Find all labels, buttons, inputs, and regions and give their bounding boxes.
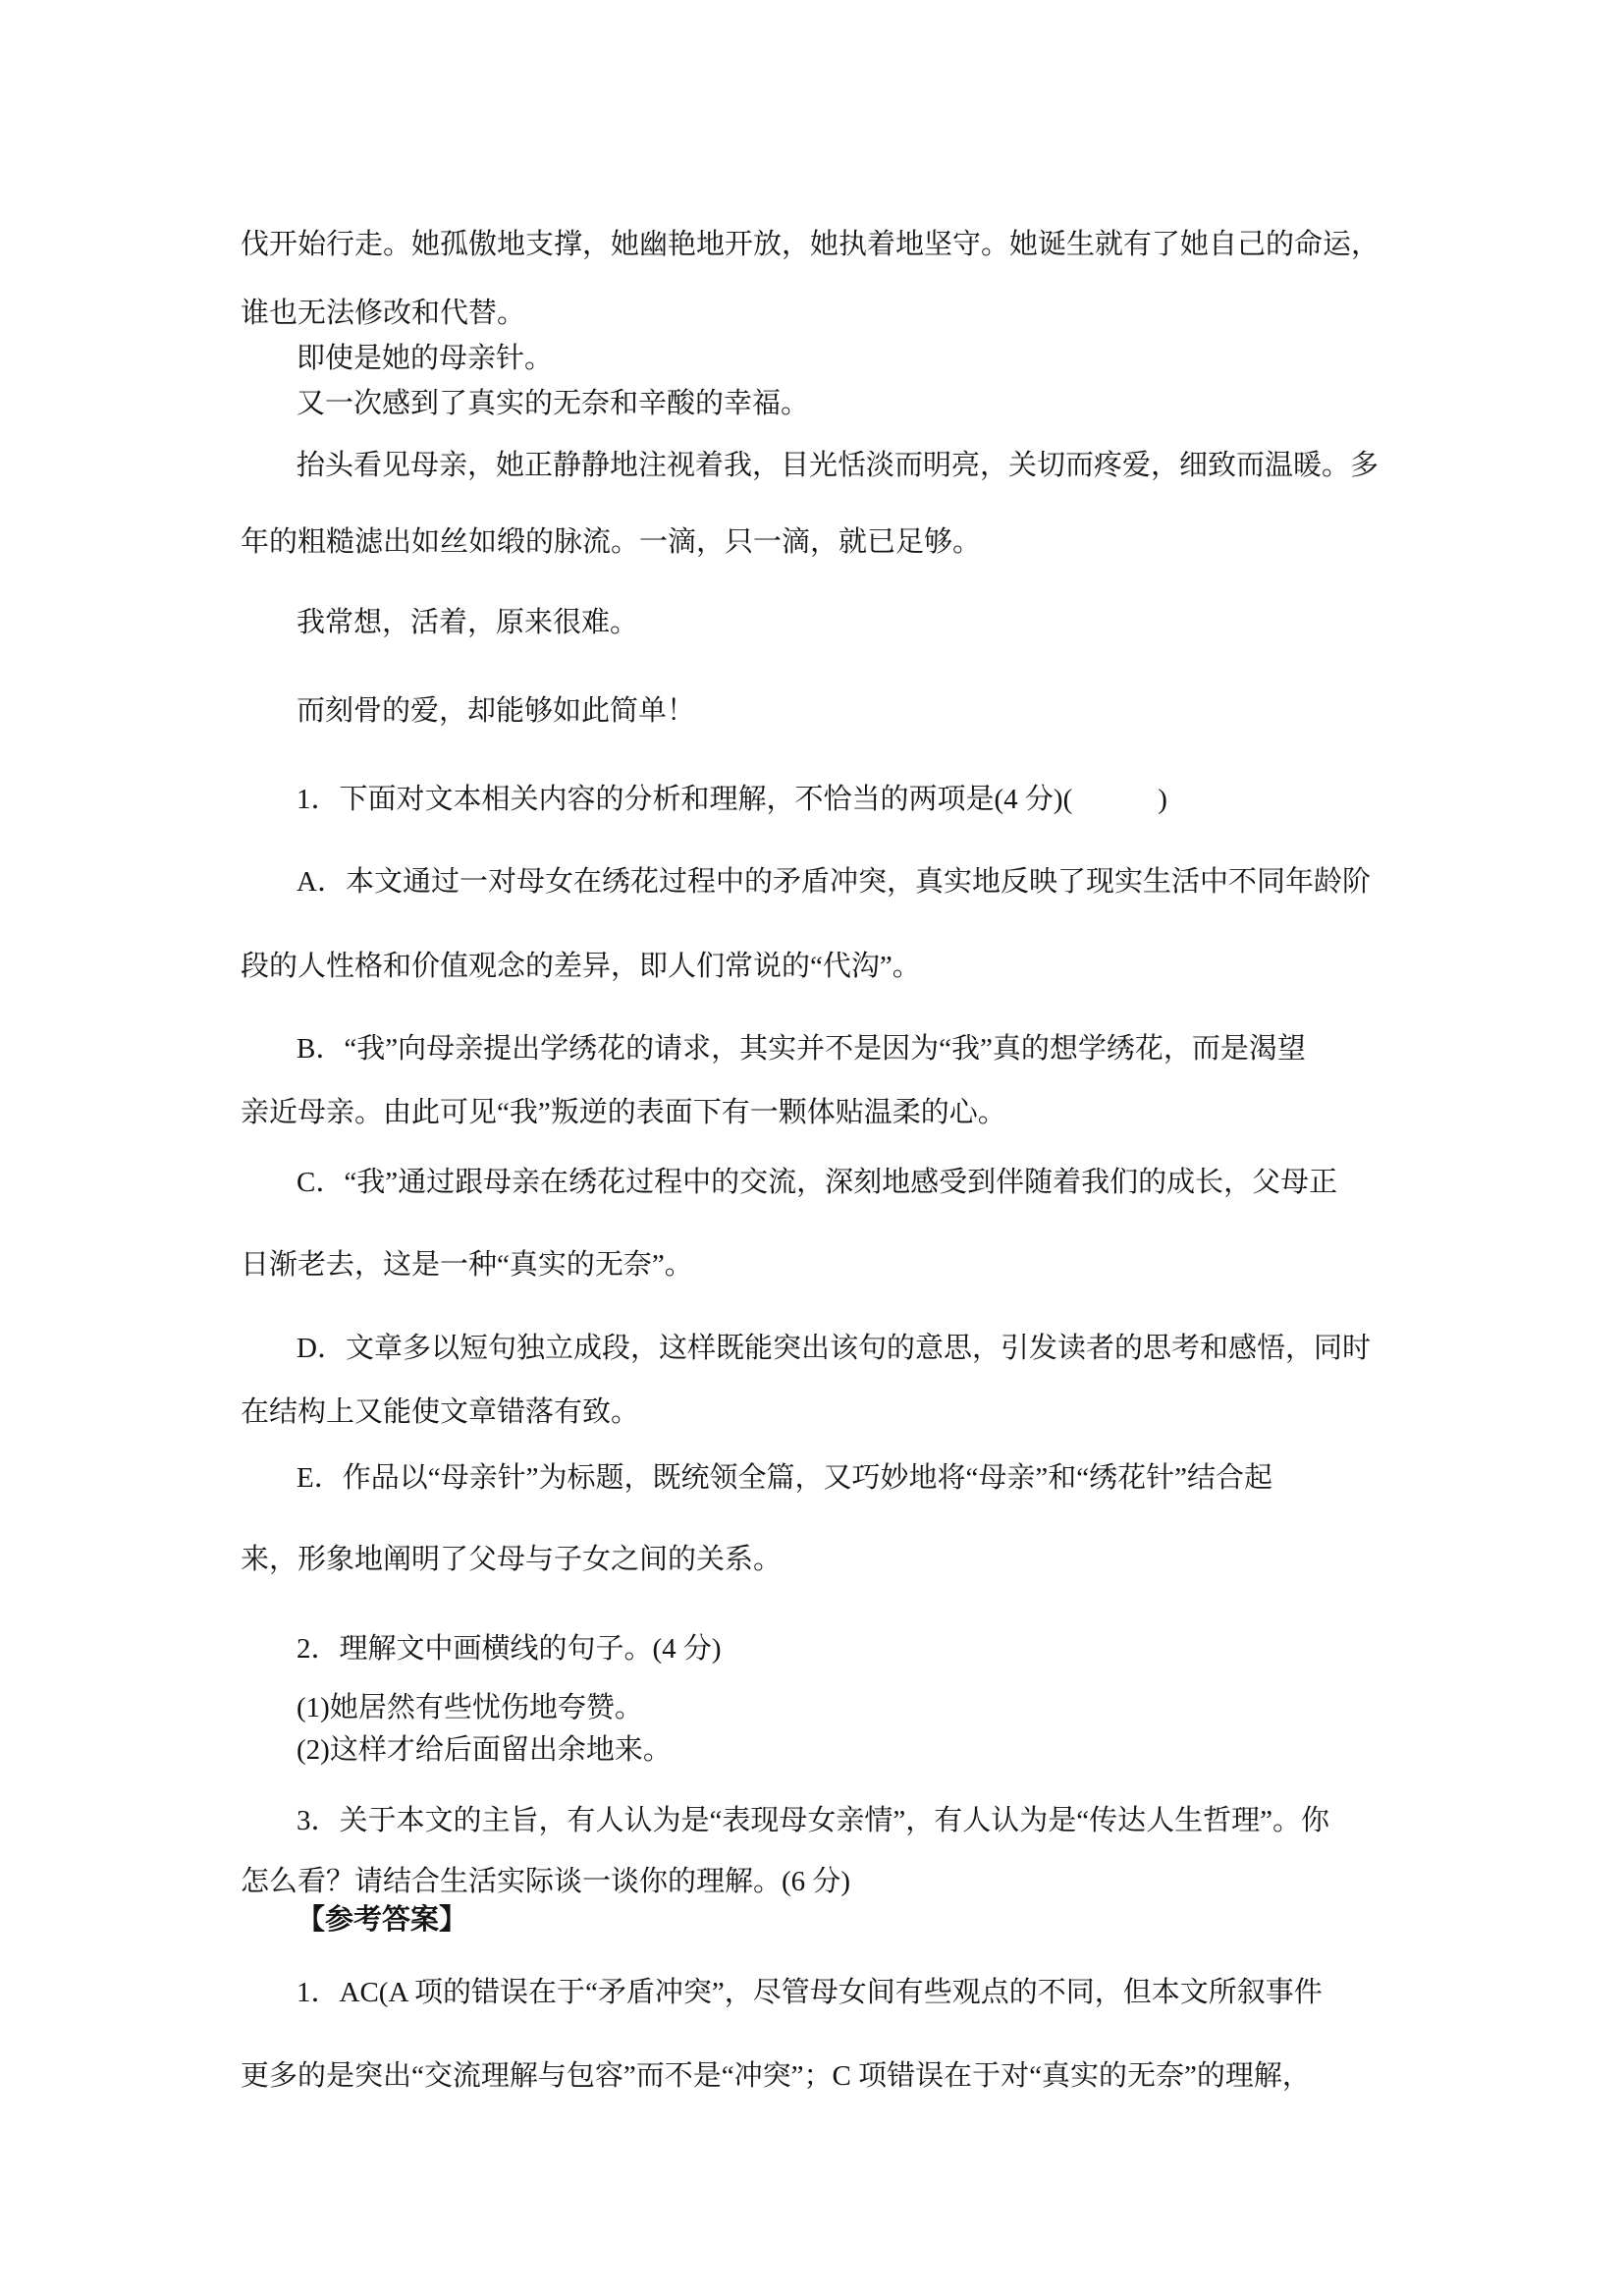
- option-e-line-1: E．作品以“母亲针”为标题，既统领全篇，又巧妙地将“母亲”和“绣花针”结合起: [297, 1462, 1272, 1494]
- option-c-line-2: 日渐老去，这是一种“真实的无奈”。: [241, 1249, 693, 1281]
- question-3-line-2: 怎么看？请结合生活实际谈一谈你的理解。(6 分): [241, 1866, 851, 1897]
- answer-1-line-2: 更多的是突出“交流理解与包容”而不是“冲突”；C 项错误在于对“真实的无奈”的理解，: [241, 2060, 1311, 2092]
- passage-line-5: 抬头看见母亲，她正静静地注视着我，目光恬淡而明亮，关切而疼爱，细致而温暖。多: [297, 450, 1380, 481]
- option-a-line-1: A．本文通过一对母女在绣花过程中的矛盾冲突，真实地反映了现实生活中不同年龄阶: [297, 866, 1371, 898]
- option-d-line-1: D．文章多以短句独立成段，这样既能突出该句的意思，引发读者的思考和感悟，同时: [297, 1333, 1371, 1364]
- option-c-line-1: C．“我”通过跟母亲在绣花过程中的交流，深刻地感受到伴随着我们的成长，父母正: [297, 1167, 1338, 1198]
- option-b-line-2: 亲近母亲。由此可见“我”叛逆的表面下有一颗体贴温柔的心。: [241, 1097, 1006, 1128]
- passage-line-2: 谁也无法修改和代替。: [241, 298, 526, 329]
- passage-line-8: 而刻骨的爱，却能够如此简单！: [297, 695, 696, 727]
- question-2-sub-1: (1)她居然有些忧伤地夸赞。: [297, 1692, 643, 1723]
- option-a-line-2: 段的人性格和价值观念的差异，即人们常说的“代沟”。: [241, 951, 921, 982]
- passage-line-6: 年的粗糙滤出如丝如缎的脉流。一滴，只一滴，就已足够。: [241, 526, 982, 558]
- passage-line-1: 伐开始行走。她孤傲地支撑，她幽艳地开放，她执着地坚守。她诞生就有了她自己的命运，: [241, 229, 1380, 260]
- question-2-sub-2: (2)这样才给后面留出余地来。: [297, 1734, 672, 1766]
- passage-line-3: 即使是她的母亲针。: [297, 343, 554, 374]
- option-b-line-1: B．“我”向母亲提出学绣花的请求，其实并不是因为“我”真的想学绣花，而是渴望: [297, 1033, 1306, 1065]
- question-1-stem: 1．下面对文本相关内容的分析和理解，不恰当的两项是(4 分)( ): [297, 784, 1167, 815]
- passage-line-4: 又一次感到了真实的无奈和辛酸的幸福。: [297, 388, 810, 419]
- answer-1-line-1: 1．AC(A 项的错误在于“矛盾冲突”，尽管母女间有些观点的不同，但本文所叙事件: [297, 1977, 1323, 2008]
- option-d-line-2: 在结构上又能使文章错落有致。: [241, 1396, 640, 1428]
- passage-line-7: 我常想，活着，原来很难。: [297, 607, 639, 638]
- option-e-line-2: 来，形象地阐明了父母与子女之间的关系。: [241, 1544, 783, 1575]
- question-2-stem: 2．理解文中画横线的句子。(4 分): [297, 1633, 722, 1665]
- question-3-line-1: 3．关于本文的主旨，有人认为是“表现母女亲情”，有人认为是“传达人生哲理”。你: [297, 1805, 1329, 1836]
- answer-key-heading: 【参考答案】: [297, 1904, 468, 1936]
